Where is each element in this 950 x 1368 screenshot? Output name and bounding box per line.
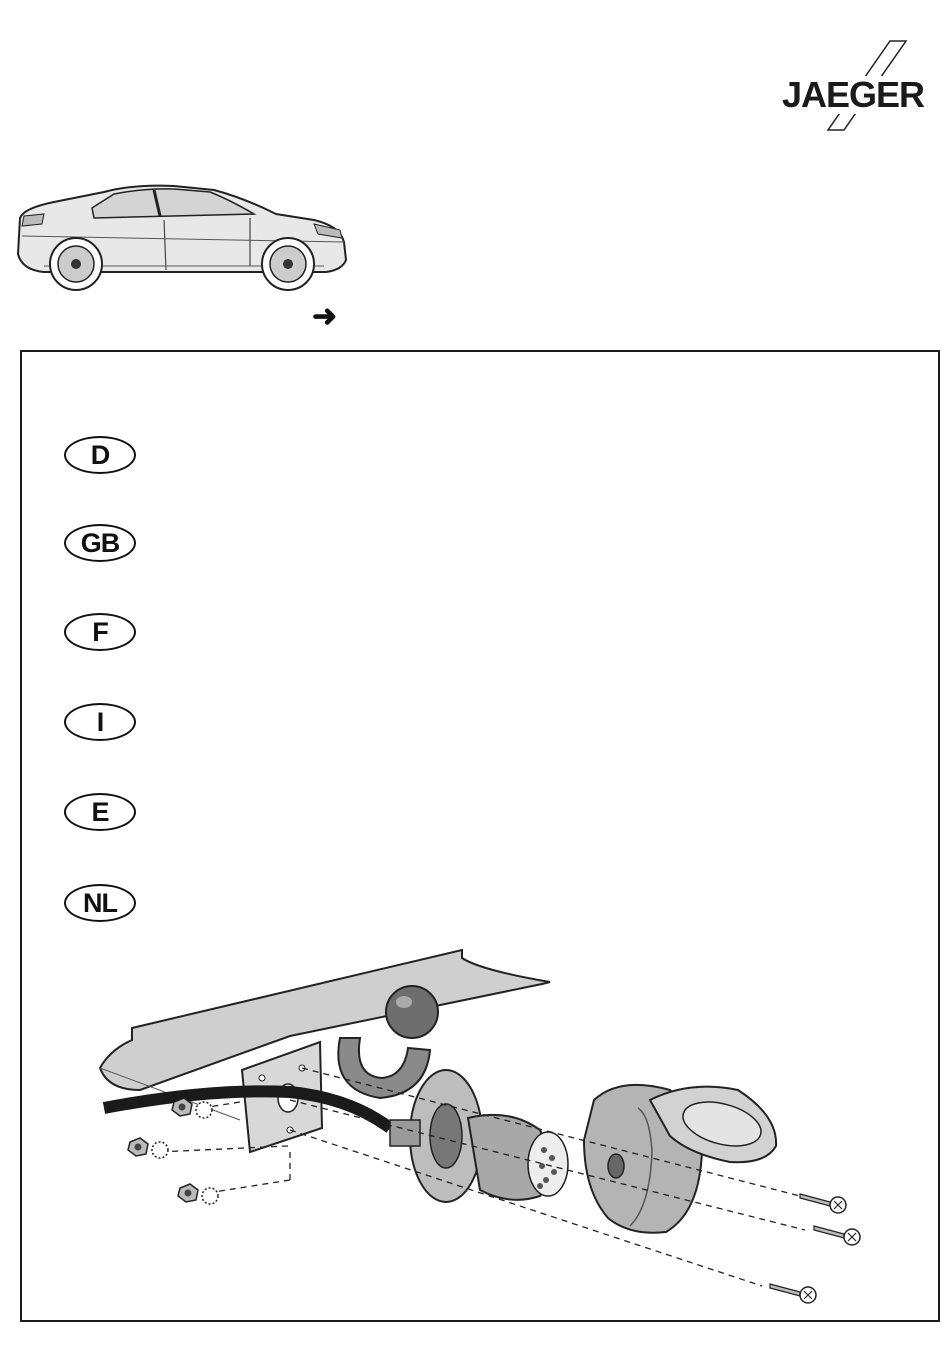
jaeger-logo	[778, 40, 946, 132]
lang-badge-i: I	[64, 703, 136, 741]
tow-ball	[386, 986, 438, 1038]
right-arrow-icon: ➜	[312, 300, 338, 333]
bumper-beam	[100, 950, 550, 1090]
lang-badge-f: F	[64, 613, 136, 651]
brand-name: JAEGER	[782, 74, 925, 115]
tow-hook	[338, 1038, 430, 1098]
lang-badge-d: D	[64, 436, 136, 474]
screw-set	[770, 1194, 860, 1303]
lang-badge-e: E	[64, 793, 136, 831]
lang-badge-nl: NL	[64, 884, 136, 922]
plug-face	[528, 1132, 568, 1196]
lang-badge-gb: GB	[64, 524, 136, 562]
car-illustration	[14, 180, 350, 292]
socket-assembly-illustration	[90, 940, 880, 1310]
